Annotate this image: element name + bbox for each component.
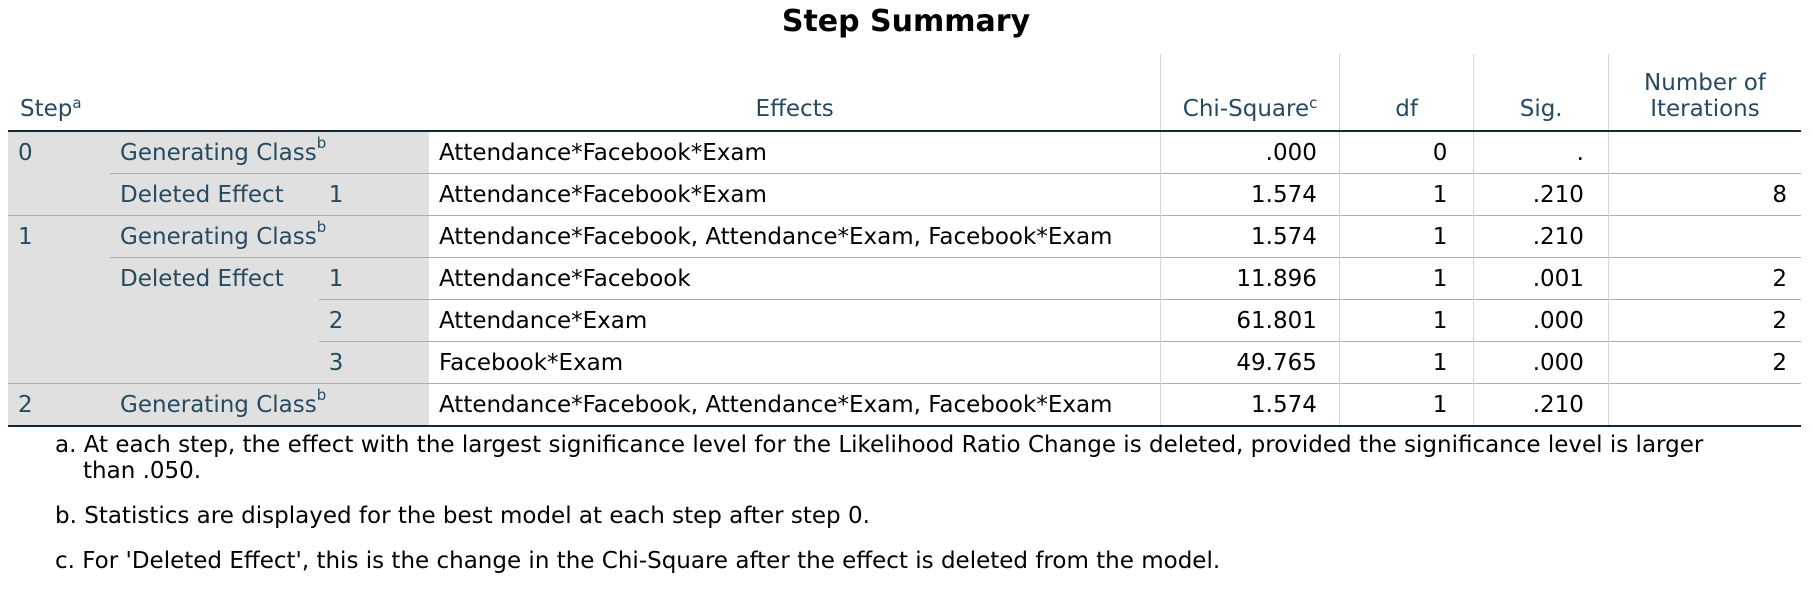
iterations-cell: [1608, 384, 1801, 427]
header-row: [8, 54, 1801, 131]
effect-cell: Attendance*Facebook, Attendance*Exam, Facebook*Exam: [429, 216, 1161, 258]
header-chi-square: Chi-Square$^c$: [1161, 54, 1340, 131]
footnote-c: c. For 'Deleted Effect', this is the change in the Chi-Square after the effect is deleted from the model.: [55, 548, 1221, 574]
chi-square-cell: 1.574: [1161, 384, 1340, 427]
table-row: [8, 384, 1801, 427]
sig-cell: .000: [1474, 342, 1609, 384]
iterations-cell: 8: [1608, 174, 1801, 216]
df-cell: 1: [1339, 258, 1474, 300]
chi-square-cell: 1.574: [1161, 174, 1340, 216]
row-index: 1: [319, 174, 429, 216]
row-label: Generating Class$^b$: [110, 216, 429, 258]
iterations-cell: 2: [1608, 300, 1801, 342]
chi-square-cell: .000: [1161, 131, 1340, 174]
step-summary-table: [8, 54, 1801, 427]
effect-cell: Attendance*Facebook*Exam: [438, 139, 767, 166]
header-df: df: [1339, 54, 1474, 131]
row-label: Deleted Effect: [110, 174, 319, 216]
header-blank: [110, 54, 429, 131]
chi-square-cell: 1.574: [1161, 216, 1340, 258]
iterations-cell: [1608, 131, 1801, 174]
footnote-a: a. At each step, the effect with the largest significance level for the Likelihood Ratio Change is deleted, provided the significance level is larger than .050.: [55, 432, 1704, 484]
iterations-cell: 2: [1608, 342, 1801, 384]
df-cell: 1: [1339, 174, 1474, 216]
row-index: 3: [319, 342, 429, 384]
row-index: 2: [319, 300, 429, 342]
footnotes: [55, 432, 1755, 593]
sig-cell: .210: [1474, 174, 1609, 216]
iterations-cell: 2: [1608, 258, 1801, 300]
header-step: Step$^a$: [8, 54, 110, 131]
step-number: [8, 258, 110, 300]
effect-cell: Facebook*Exam: [429, 342, 1161, 384]
sig-cell: .210: [1474, 384, 1609, 427]
table-row: [8, 300, 1801, 342]
row-index: 1: [319, 258, 429, 300]
header-effects: Effects: [429, 54, 1161, 131]
sig-cell: .001: [1474, 258, 1609, 300]
effect-cell: Attendance*Facebook: [429, 258, 1161, 300]
footnote-b: b. Statistics are displayed for the best model at each step after step 0.: [55, 503, 870, 529]
step-number: [8, 174, 110, 216]
df-cell: 1: [1339, 216, 1474, 258]
row-label: Deleted Effect: [110, 258, 319, 300]
chi-square-cell: 49.765: [1161, 342, 1340, 384]
sig-cell: .000: [1474, 300, 1609, 342]
header-iterations: Number of Iterations: [1608, 54, 1801, 131]
table-row: [8, 216, 1801, 258]
table-row: [8, 342, 1801, 384]
step-number: 2: [8, 384, 110, 427]
header-sig: Sig.: [1474, 54, 1609, 131]
table-title: Step Summary: [781, 4, 1031, 39]
table-row: [8, 258, 1801, 300]
df-cell: 1: [1339, 384, 1474, 427]
table-row: [8, 131, 1801, 174]
iterations-cell: [1608, 216, 1801, 258]
row-label: Generating Class$^b$: [110, 384, 429, 427]
sig-cell: .: [1474, 131, 1609, 174]
row-label: [110, 342, 319, 384]
df-cell: 1: [1339, 342, 1474, 384]
sig-cell: .210: [1474, 216, 1609, 258]
chi-square-cell: 11.896: [1161, 258, 1340, 300]
step-number: 0: [8, 131, 110, 174]
effect-cell: Attendance*Exam: [429, 300, 1161, 342]
row-label: [110, 300, 319, 342]
step-number: [8, 342, 110, 384]
df-cell: 1: [1339, 300, 1474, 342]
step-number: 1: [8, 216, 110, 258]
df-cell: 0: [1339, 131, 1474, 174]
effect-cell: Attendance*Facebook, Attendance*Exam, Facebook*Exam: [429, 384, 1161, 427]
table-row: [8, 174, 1801, 216]
row-label: Generating Class$^b$: [110, 131, 429, 174]
step-number: [8, 300, 110, 342]
chi-square-cell: 61.801: [1161, 300, 1340, 342]
effect-cell: Attendance*Facebook*Exam: [429, 174, 1161, 216]
